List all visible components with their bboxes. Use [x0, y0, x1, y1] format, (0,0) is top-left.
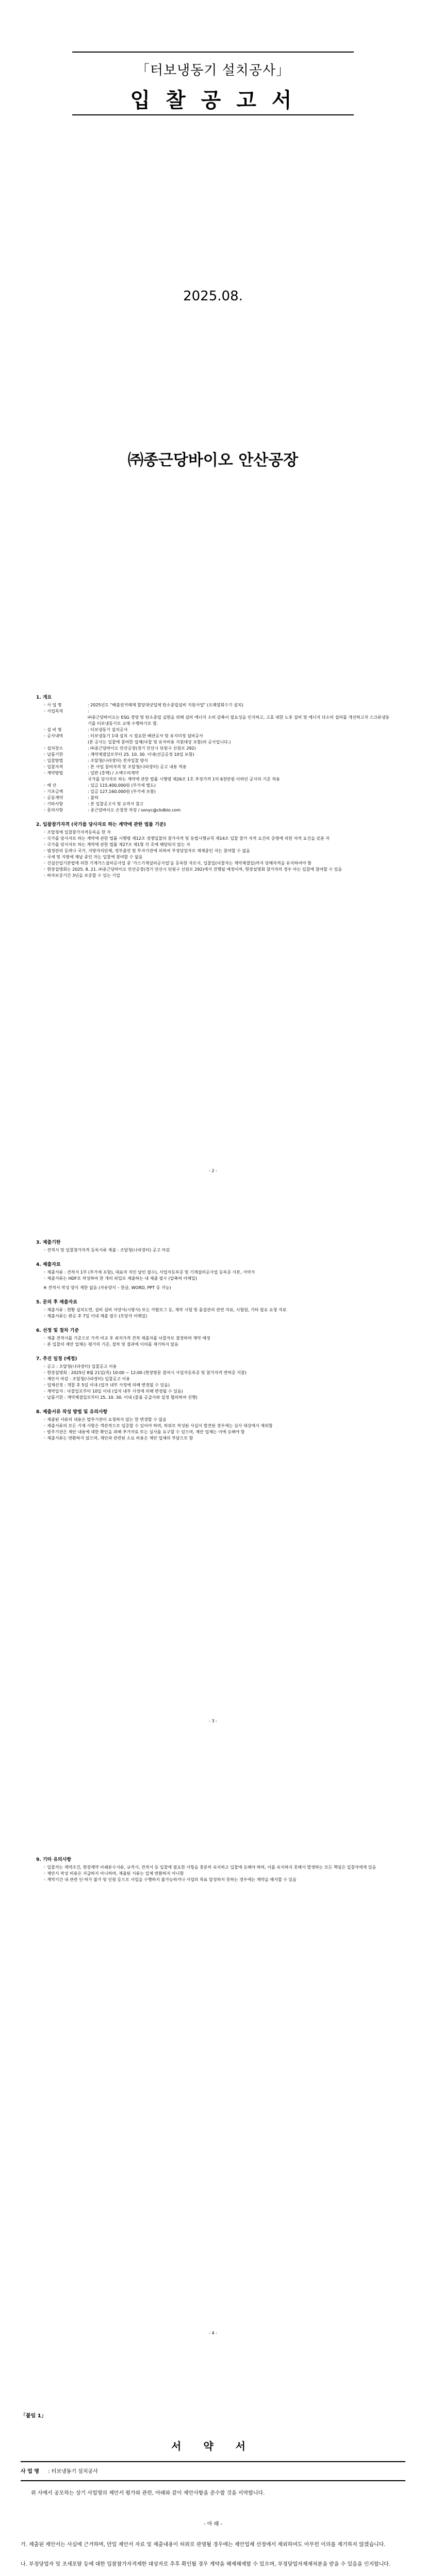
- page-number-2: - 2 -: [209, 1168, 217, 1173]
- section-7-list: [36, 1364, 392, 1401]
- list-item: ◦ 제출 견적서를 기준으로 가격 비교 후 최저가격 견적 제출자를 낙찰자로 결정하며 계약 예정: [43, 1336, 210, 1341]
- overview-label: ◦ 공동계약: [43, 795, 63, 800]
- cover-org: ㈜종근당바이오 안산공장: [127, 451, 299, 469]
- list-item: ◦ 제출서류는 HDF로 작성하여 한 개의 파일로 제출하는 내 제출 필수 (압축허 이메일): [43, 1276, 197, 1281]
- overview-label: ◦ 예 산: [43, 783, 57, 788]
- section-5-title: 5. 문의 후 제출자료: [36, 1300, 77, 1305]
- page-number-4: - 4 -: [209, 2331, 217, 2335]
- overview-value: : 터보냉동기 설치공사: [88, 727, 128, 732]
- section-8-list: [36, 1417, 392, 1442]
- page-2: [0, 602, 426, 1204]
- overview-row: [36, 733, 392, 739]
- overview-label: [36, 715, 88, 727]
- list-item: ◦ 발주기관은 제안 내용에 대한 확인을 위해 추가자료 또는 실사를 요구할 수 있으며, 제안 업체는 이에 응해야 함: [43, 1430, 245, 1434]
- section-2-list: [36, 829, 392, 879]
- overview-row: [36, 758, 392, 764]
- page-4-content: [36, 1852, 392, 1883]
- agreement-title: 서 약 서: [171, 2440, 255, 2452]
- cover-page: [0, 0, 426, 602]
- list-item: ◦ 국세 및 지방세 체납 중인 자는 입찰에 참여할 수 없음: [43, 855, 143, 859]
- page-3-content: [36, 1234, 392, 1442]
- overview-row: [36, 770, 392, 776]
- section-5-list: [36, 1307, 392, 1319]
- overview-label: ◦ 기타사항: [43, 802, 63, 806]
- cover-title-box: [72, 52, 354, 115]
- overview-label: [36, 776, 88, 783]
- agreement-tag: 「붙임 1」: [21, 2413, 46, 2419]
- list-item: ◦ 입찰자는 계약조건, 현장제약 아쉐론수서류, 규격서, 견적서 등 입찰에 필요한 사항을 충분히 숙지하고 입찰에 응해야 하며, 이를 숙지하지 못해서 발생하는 모든 책임은 입찰자에게 있음: [43, 1865, 376, 1870]
- list-item: ◦ 제출서류는 완공 후 7일 이내 제출 필수 (모당자 이메일): [43, 1314, 148, 1318]
- overview-value: : 본 사업 참여자격 및 조달청(나라장터) 공고 내용 적용: [88, 765, 187, 769]
- overview-value: : 종근당바이오 손창찬 차장 / sonyc@ckdbio.com: [88, 808, 181, 812]
- overview-row: [36, 783, 392, 789]
- list-item: ◦ 조달청에 입찰참가자격등록을 한 자: [43, 830, 111, 835]
- section-4-list: [36, 1269, 392, 1282]
- list-item: ◦ 국가를 당사자로 하는 계약에 관한 법률 제27조 제1항 각 호에 해당되지 않는 자: [43, 842, 190, 847]
- overview-row: [36, 745, 392, 752]
- list-item: ◦ 제안서 작성 비용은 지급하지 아니하며, 제출된 서류는 일체 반환하지 아니함: [43, 1871, 184, 1876]
- overview-row: [36, 776, 392, 783]
- agreement-project-label: 사 업 명: [21, 2469, 39, 2475]
- overview-value: : 불허: [88, 795, 99, 800]
- list-item: ◦ 국가를 당사자로 하는 계약에 관한 법률 시행령 제12조 경쟁입찰의 참가자격 및 동법시행규칙 제14조 입찰 참가 자격 요건의 증명에 의한 자격 요건을 갖춘 자: [43, 836, 330, 841]
- overview-value: ㈜종근당바이오는 ESG 경영 및 탄소중립 실현을 위해 설비 에너지 소비 감축이 필요성을 인지하고, 고효 대한 노후 설비 및 에너지 다소비 설비를 개선하고자 스크류냉동기를 터보냉동기로 교체 수행하기로 함.: [88, 715, 390, 726]
- overview-value: : 2025년도 "배출권거래제 할당대상업체 탄소중립설비 지원사업" (오폐열회수기 설치): [88, 703, 243, 707]
- agreement-page: [0, 2407, 426, 2576]
- overview-value: :: [88, 709, 89, 714]
- section-9-title: 9. 기타 유의사항: [36, 1857, 72, 1862]
- overview-row: [36, 702, 392, 708]
- cover-date: 2025.08.: [183, 289, 243, 304]
- overview-label: ◦ 설치장소: [43, 746, 63, 751]
- list-item: ◦ 건설산업기본법에 의한 기계가스설비공사업 중 '가스기계설비공사업'을 등록한 자로서, 입찰일(낙찰자는 계약체결일)까지 당해자격을 유지하여야 함: [43, 861, 312, 866]
- agreement-rule-2: [21, 2480, 405, 2481]
- overview-label: ◦ 납품기한: [43, 752, 63, 757]
- overview-row: [36, 739, 392, 745]
- list-item: ◦ 제안서 마감 : 조달청(나라장터) 입찰공고 이용: [43, 1377, 130, 1381]
- section-4-note: ※ 견적서 작성 양식 제한 없음 (자유양식 – 한글, WORD, PPT 등 가능): [43, 1285, 171, 1290]
- section-1-title: 1. 개요: [36, 695, 52, 700]
- overview-label: ◦ 공사내역: [43, 734, 63, 738]
- list-item: ◦ 본 입찰의 제안 업체는 평가의 기준, 절차 및 결과에 이의를 제기하지 않음: [43, 1342, 178, 1347]
- list-item: ◦ 제출서류는 반환하지 않으며, 제안과 관련된 소요 비용은 제안 업체의 부담으로 함: [43, 1436, 193, 1440]
- overview-label: ◦ 사 업 명: [43, 703, 62, 707]
- overview-value: : ㈜종근당바이오 안산공장(경기 안산시 단원구 신원로 292): [88, 746, 196, 751]
- overview-row: [36, 708, 392, 715]
- overview-value: 국가를 당사자로 하는 계약에 관한 법률 시행령 제26조 1호 추정가격 1억 6천만원 이하인 공사의 기준 적용: [88, 777, 280, 782]
- list-item: ◦ 제출된 서류의 내용은 발주기관이 요청하지 않는 한 변경할 수 없음: [43, 1417, 167, 1422]
- agreement-item: 나. 부정당업자 및 조세포탈 등에 대한 입찰참가자격제한 대상자로 추후 확인될 경우 계약을 해제해제할 수 있으며, 부정당업자제재처분을 받을 수 있음을 인지합니다.: [21, 2562, 391, 2567]
- overview-label: ◦ 사업목적: [43, 709, 63, 714]
- section-2-title: 2. 입찰참가자격 (국가를 당사자로 하는 계약에 관한 법률 기준): [36, 822, 166, 827]
- list-item: ◦ 제출서류 : 현황 설치도면, 설비 설비 사양서(시방서) 또는 카탈로그 등, 제작 시험 및 품질관리 관련 자료, 시험원, 기타 필요 요청 자료: [43, 1308, 287, 1312]
- overview-value: : 일금 115,400,000원 (부가세 별도): [88, 783, 156, 788]
- overview-row: [36, 764, 392, 770]
- agreement-item: 가. 제출된 제안서는 사실에 근거하며, 만일 제안서 자료 및 제출내용이 허위로 판명될 경우에는 제안업체 선정에서 제외하여도 아무런 이의를 제기하지 않겠습니다.: [21, 2542, 386, 2548]
- list-item: ◦ 범정관의 등려나 국가, 지방자치단체, 정부출연 및 투자기관에 의하여 부정당업자로 제재중인 자는 참여할 수 없음: [43, 849, 250, 853]
- overview-value: : 일반 (총액) / 소액수의계약: [88, 771, 139, 775]
- cover-title: 입 찰 공 고 서: [130, 89, 296, 112]
- overview-row: [36, 807, 392, 814]
- list-item: ◦ 업체선정 : 개찰 후 5일 이내 (업자 내부 사정에 의해 변경될 수 있음): [43, 1383, 170, 1387]
- page-4: [0, 1805, 426, 2407]
- overview-value: : 터보냉동기 1대 설치 시 필요한 배관공사 및 유지미정 설비공사: [88, 734, 203, 738]
- overview-row: [36, 795, 392, 801]
- list-item: ◦ 납품기한 : 계약체결일로부터 25. 10. 30. 이내 (물품 공급사와 일정 협의하여 진행): [43, 1395, 198, 1400]
- section-6-title: 6. 선정 및 절차 기준: [36, 1328, 79, 1333]
- overview-value: (본 공사는 입찰에 참여한 업체(낙찰 및 유자비용 지원대상 포함)의 공사입니다.): [88, 740, 231, 744]
- agreement-project-value: : 터보냉동기 설치공사: [48, 2469, 98, 2475]
- overview-value: : 계약체결일로부터 25. 10. 30. 이내(선금공정 10일 포함): [88, 752, 194, 757]
- section-4-title: 4. 제출자료: [36, 1262, 61, 1267]
- overview-value: : 본 입찰공고서 및 규격서 참고: [88, 802, 144, 806]
- page-3: [0, 1204, 426, 1805]
- cover-subtitle: 「터보냉동기 설치공사」: [136, 63, 290, 78]
- overview-value: : 일금 127,160,000원 (부가세 포함): [88, 789, 156, 794]
- page-2-content: [36, 689, 392, 879]
- overview-row: [36, 727, 392, 733]
- section-7-title: 7. 추진 일정 (예정): [36, 1357, 77, 1362]
- overview-row: [36, 801, 392, 807]
- list-item: ◦ 하자보증기간 3년을 보증할 수 있는 기업: [43, 873, 120, 878]
- section-3-title: 3. 제출기한: [36, 1240, 61, 1245]
- overview-label: ◦ 설 비 명: [43, 727, 62, 732]
- section-6-list: [36, 1335, 392, 1348]
- agreement-items: [21, 2541, 405, 2576]
- list-item: ◦ 제출서류 : 견적서 1부 (부가세 포함), 대표자 직인 날인 필수), 사업자등록증 및 기계설비공사업 등록증 사본, 서약서: [43, 1270, 255, 1275]
- overview-label: ◦ 문의사항: [43, 808, 63, 812]
- list-item: ◦ 현장설명회 : 2025년 8월 21일(목) 10:00 ~ 12:00 (현장방문 참여시 사업자등록증 및 참가자격 면허증 지참): [43, 1370, 247, 1375]
- overview-row: [36, 715, 392, 727]
- list-item: ◦ 견적서 및 입찰참가자격 등록서류 제출 : 조달청(나라장터) 공고 마감: [43, 1248, 170, 1252]
- section-3-list: [36, 1247, 392, 1253]
- agreement-intro: 위 사에서 공모하는 상기 사업명의 제안서 평가와 관련, 아래와 같이 제안사항을 준수할 것을 서약합니다.: [31, 2490, 265, 2496]
- agreement-separator: - 아 래 -: [203, 2521, 223, 2527]
- overview-label: ◦ 기초금액: [43, 789, 63, 794]
- overview-row: [36, 789, 392, 795]
- agreement-rule: [21, 2461, 405, 2462]
- list-item: ◦ 계약일자 : 낙찰일로부터 10일 이내 (업자 내부 사정에 의해 변경될 수 있음): [43, 1389, 183, 1394]
- agreement-project: [21, 2468, 405, 2476]
- section-1-rows: [36, 702, 392, 814]
- page-number-3: - 3 -: [209, 1719, 217, 1723]
- section-8-title: 8. 제출서류 작성 방법 및 유의사항: [36, 1410, 108, 1415]
- overview-label: [36, 739, 88, 745]
- list-item: ◦ 공고 : 조달청(나라장터) 입찰공고 이용: [43, 1364, 117, 1369]
- list-item: ◦ 현장설명회는 2025. 8. 21. ㈜종근당바이오 안산공장(경기 안산시 단원구 신원로 292)에서 진행될 예정이며, 현장설명회 참가자의 경우 아는 입찰에 참여할 수 있음: [43, 867, 342, 872]
- overview-value: : 조달청(나라장터) 전자입찰 방식: [88, 758, 149, 763]
- section-9-list: [36, 1865, 392, 1883]
- overview-row: [36, 752, 392, 758]
- overview-label: ◦ 입찰자격: [43, 765, 63, 769]
- overview-label: ◦ 입찰방법: [43, 758, 63, 763]
- list-item: ◦ 제출서류의 모든 기재 사항은 객관적으로 입증할 수 있어야 하며, 허위로 작성된 사실이 발견된 경우에는 심사 대상에서 제외함: [43, 1423, 273, 1428]
- list-item: ◦ 계약기간 내 관련 인·허가 불가 및 인원 등으로 사업을 수행하지 불가능하거나 사업의 목표 달성하지 못하는 경우에는 계약을 해지할 수 있음: [43, 1877, 297, 1882]
- overview-label: ◦ 계약방법: [43, 771, 63, 775]
